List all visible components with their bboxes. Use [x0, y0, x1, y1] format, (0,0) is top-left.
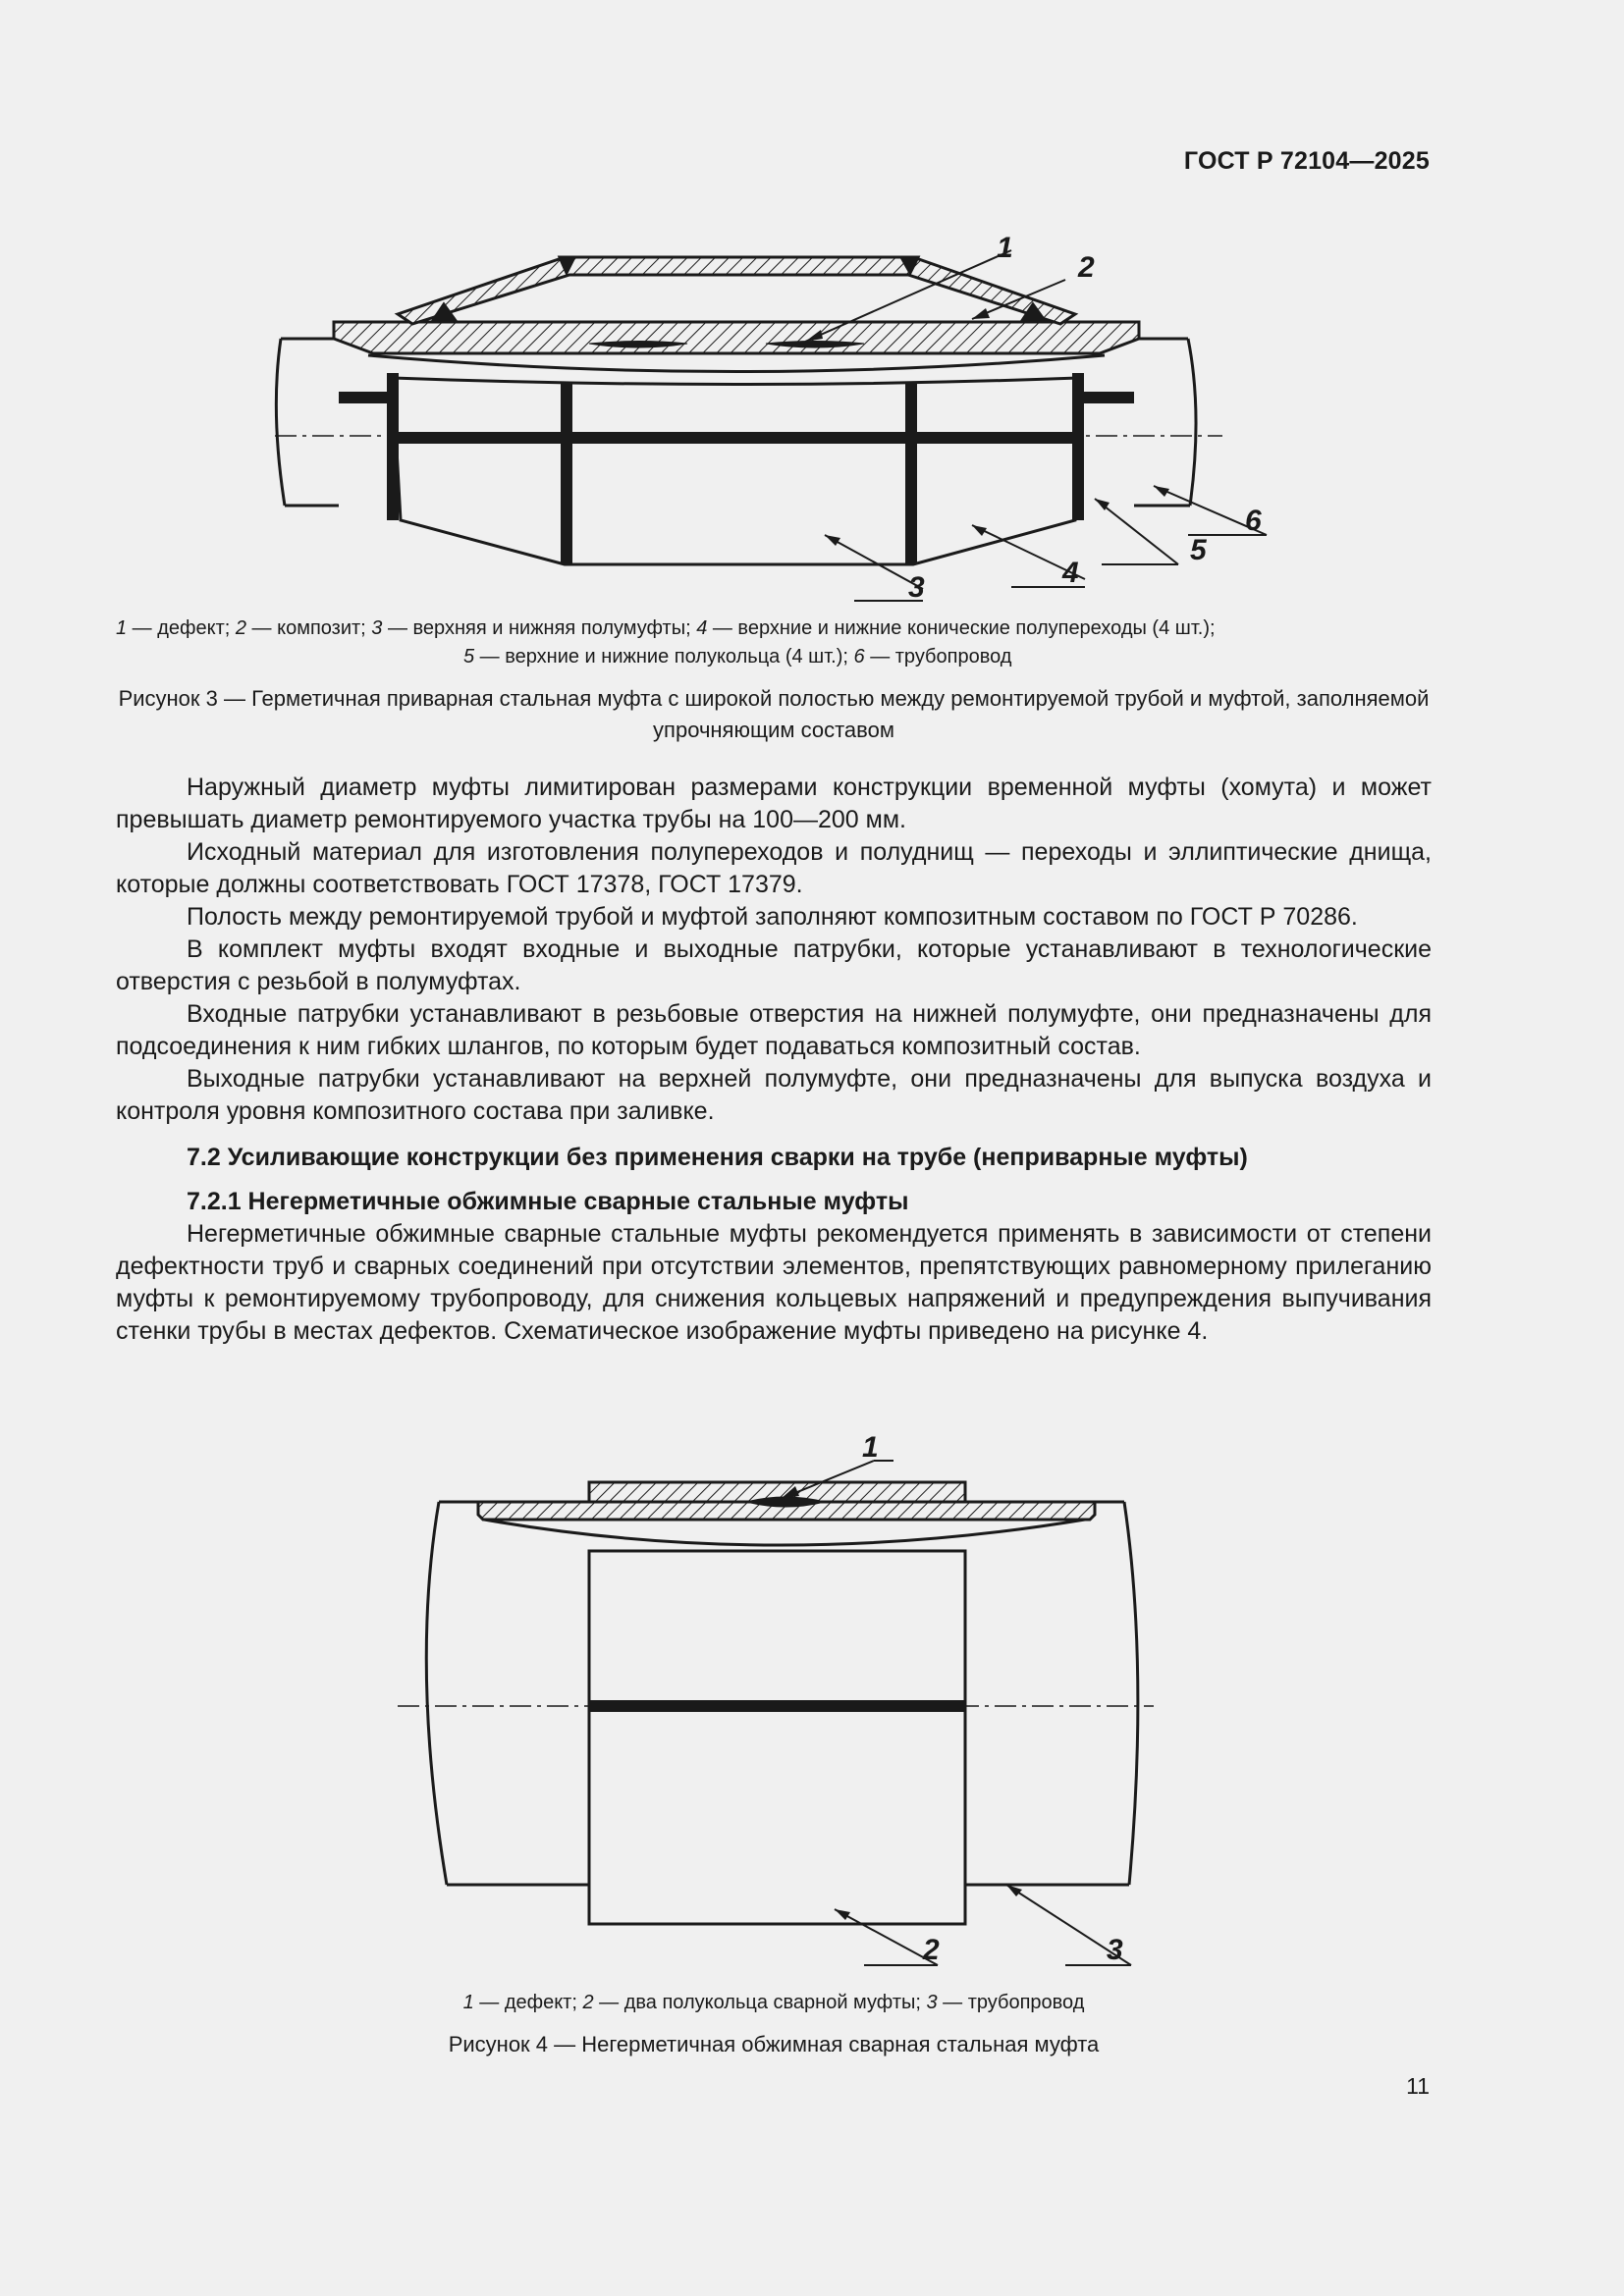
- figure-3-drawing: [265, 221, 1296, 604]
- fig3-label-2: 2: [1078, 251, 1095, 284]
- figure-3-caption: Рисунок 3 — Герметичная приварная стальная муфта с широкой полостью между ремонтируемой трубой и муфтой, заполняемой упрочняющим составом: [118, 686, 1430, 742]
- figure-4-caption: Рисунок 4 — Негерметичная обжимная сварная стальная муфта: [448, 2032, 1100, 2056]
- fig4-label-1: 1: [862, 1431, 879, 1464]
- fig3-label-3: 3: [908, 571, 925, 604]
- section-heading-7-2-1: 7.2.1 Негерметичные обжимные сварные стальные муфты: [187, 1188, 909, 1215]
- paragraph: В комплект муфты входят входные и выходные патрубки, которые устанавливают в технологические отверстия с резьбой в полумуфтах.: [116, 935, 1432, 995]
- paragraph: Исходный материал для изготовления полупереходов и полуднищ — переходы и эллиптические днища, которые должны соответствовать ГОСТ 17378, ГОСТ 17379.: [116, 838, 1432, 898]
- body-text: [116, 772, 1432, 1348]
- paragraph: Входные патрубки устанавливают в резьбовые отверстия на нижней полумуфте, они предназначены для подсоединения к ним гибких шлангов, по которым будет подаваться композитный состав.: [116, 1000, 1432, 1060]
- page-number: 11: [1406, 2073, 1430, 2099]
- document-header: ГОСТ Р 72104—2025: [1183, 147, 1430, 175]
- fig3-label-1: 1: [997, 232, 1013, 264]
- fig4-label-3: 3: [1107, 1934, 1123, 1966]
- fig3-label-6: 6: [1245, 505, 1262, 537]
- paragraph: Полость между ремонтируемой трубой и муфтой заполняют композитным составом по ГОСТ Р 70286.: [187, 903, 1358, 931]
- fig3-label-5: 5: [1190, 534, 1207, 566]
- fig4-label-2: 2: [923, 1934, 940, 1966]
- fig3-label-4: 4: [1062, 557, 1079, 589]
- paragraph: Негерметичные обжимные сварные стальные муфты рекомендуется применять в зависимости от степени дефектности труб и сварных соединений при отсутствии элементов, препятствующих равномерному прилеганию муфты к ремонтируемому трубопроводу, для снижения кольцевых напряжений и предупреждения выпучивания стенки трубы в местах дефектов. Схематическое изображение муфты приведено на рисунке 4.: [116, 1220, 1432, 1345]
- figure-4-drawing: [393, 1428, 1178, 1978]
- section-heading-7-2: 7.2 Усиливающие конструкции без применения сварки на трубе (неприварные муфты): [187, 1144, 1248, 1171]
- paragraph: Наружный диаметр муфты лимитирован размерами конструкции временной муфты (хомута) и может превышать диаметр ремонтируемого участка трубы на 100—200 мм.: [116, 774, 1432, 833]
- figure-4-legend: 1 — дефект; 2 — два полукольца сварной муфты; 3 — трубопровод: [462, 1992, 1085, 2013]
- figure-3-legend: 1 — дефект; 2 — композит; 3 — верхняя и нижняя полумуфты; 4 — верхние и нижние конические полупереходы (4 шт.); 5 — верхние и нижние полукольца (4 шт.); 6 — трубопровод: [116, 617, 1216, 667]
- paragraph: Выходные патрубки устанавливают на верхней полумуфте, они предназначены для выпуска воздуха и контроля уровня композитного состава при заливке.: [116, 1065, 1432, 1125]
